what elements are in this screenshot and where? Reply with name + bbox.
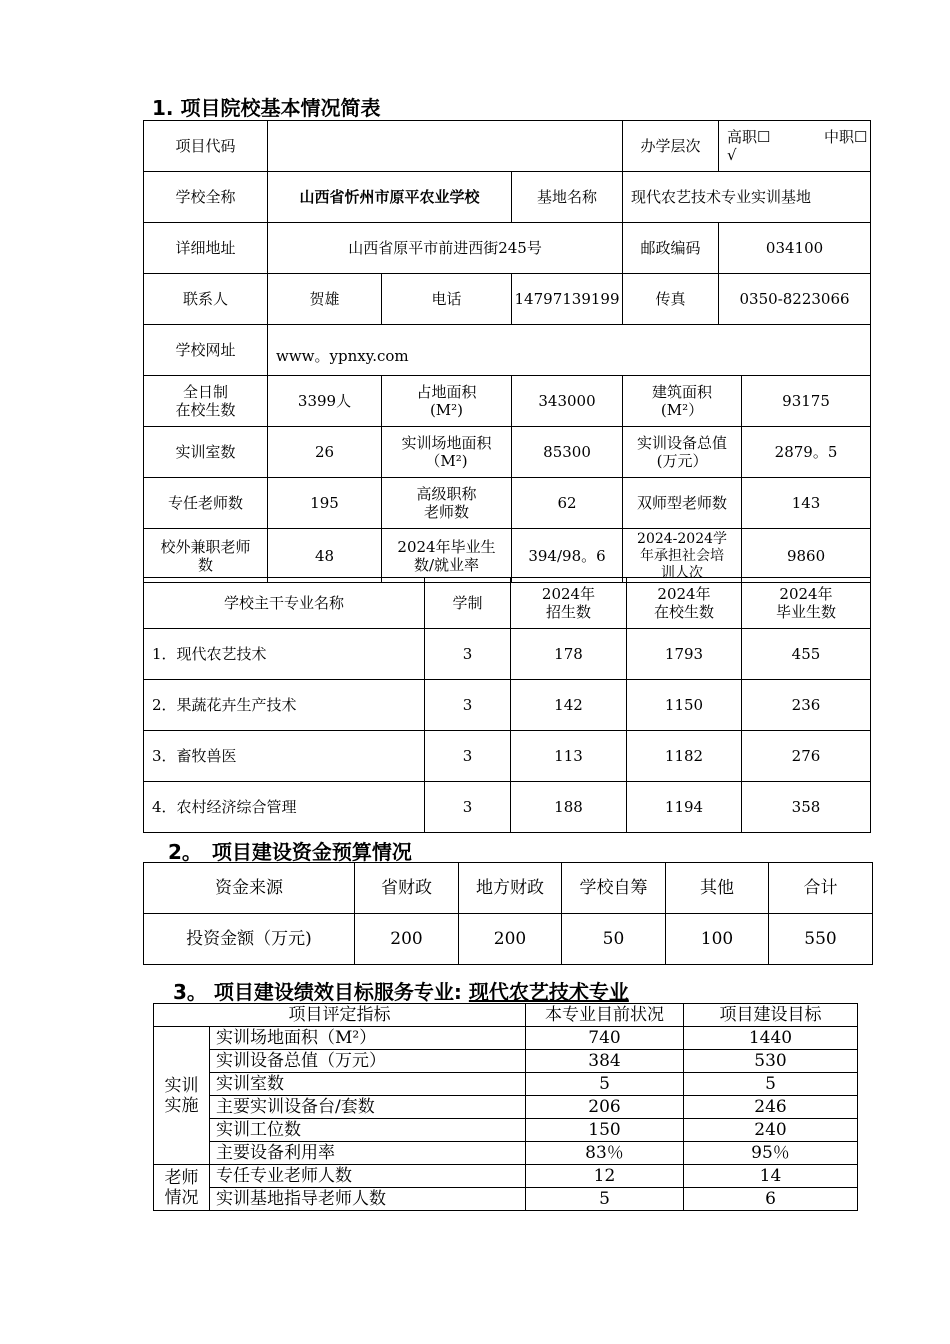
indicator-target: 14 bbox=[684, 1165, 858, 1188]
area-label: 占地面积 (M²) bbox=[382, 376, 512, 427]
indicator-target: 6 bbox=[684, 1188, 858, 1211]
area-value: 343000 bbox=[512, 376, 623, 427]
table-row bbox=[144, 529, 871, 583]
indicator-name: 主要设备利用率 bbox=[210, 1142, 526, 1165]
site-area-label: 实训场地面积 （M²) bbox=[382, 427, 512, 478]
budget-header: 资金来源 bbox=[144, 863, 355, 914]
indicator-target: 1440 bbox=[684, 1027, 858, 1050]
major-current: 1150 bbox=[627, 680, 742, 731]
section3-title-prefix: 3。 项目建设绩效目标服务专业: bbox=[173, 980, 462, 1004]
table-row bbox=[154, 1165, 858, 1188]
table-row bbox=[154, 1004, 858, 1027]
section2-title: 2。 项目建设资金预算情况 bbox=[168, 840, 412, 864]
dual-label: 双师型老师数 bbox=[623, 478, 742, 529]
table-row bbox=[144, 478, 871, 529]
budget-header: 地方财政 bbox=[459, 863, 562, 914]
budget-value: 100 bbox=[666, 914, 769, 965]
website-label: 学校网址 bbox=[144, 325, 268, 376]
budget-row-label: 投资金额（万元) bbox=[144, 914, 355, 965]
rooms-value: 26 bbox=[268, 427, 382, 478]
major-years: 3 bbox=[425, 782, 511, 833]
major-name-header: 学校主干专业名称 bbox=[144, 578, 425, 629]
base-name-value: 现代农艺技术专业实训基地 bbox=[623, 172, 871, 223]
school-basic-info-table bbox=[143, 120, 871, 583]
table-row bbox=[154, 1142, 858, 1165]
budget-value: 200 bbox=[355, 914, 459, 965]
senior-value: 62 bbox=[512, 478, 623, 529]
table-row bbox=[144, 863, 873, 914]
major-grads: 276 bbox=[742, 731, 871, 782]
project-code-value bbox=[268, 121, 623, 172]
table-row bbox=[144, 629, 871, 680]
grad-value: 394/98。6 bbox=[512, 529, 623, 583]
indicator-current: 12 bbox=[526, 1165, 684, 1188]
group-training-label: 实训实施 bbox=[154, 1027, 210, 1165]
major-name: 4．农村经济综合管理 bbox=[144, 782, 425, 833]
major-name: 3．畜牧兽医 bbox=[144, 731, 425, 782]
major-name: 1．现代农艺技术 bbox=[144, 629, 425, 680]
table-row bbox=[144, 427, 871, 478]
indicator-current: 206 bbox=[526, 1096, 684, 1119]
indicator-name: 实训室数 bbox=[210, 1073, 526, 1096]
equip-label: 实训设备总值 (万元） bbox=[623, 427, 742, 478]
contact-label: 联系人 bbox=[144, 274, 268, 325]
years-header: 学制 bbox=[425, 578, 511, 629]
grads-header: 2024年 毕业生数 bbox=[742, 578, 871, 629]
major-enroll: 188 bbox=[511, 782, 627, 833]
parttime-value: 48 bbox=[268, 529, 382, 583]
target-header: 项目建设目标 bbox=[684, 1004, 858, 1027]
major-years: 3 bbox=[425, 731, 511, 782]
indicator-current: 384 bbox=[526, 1050, 684, 1073]
table-row bbox=[154, 1119, 858, 1142]
project-code-label: 项目代码 bbox=[144, 121, 268, 172]
section1-title: 1. 项目院校基本情况简表 bbox=[152, 96, 381, 120]
indicator-target: 246 bbox=[684, 1096, 858, 1119]
budget-header: 省财政 bbox=[355, 863, 459, 914]
grad-label: 2024年毕业生 数/就业率 bbox=[382, 529, 512, 583]
table-row bbox=[144, 578, 871, 629]
performance-table bbox=[153, 1003, 858, 1211]
rooms-label: 实训室数 bbox=[144, 427, 268, 478]
indicator-target: 530 bbox=[684, 1050, 858, 1073]
phone-value: 14797139199 bbox=[512, 274, 623, 325]
major-current: 1182 bbox=[627, 731, 742, 782]
indicator-current: 5 bbox=[526, 1188, 684, 1211]
major-grads: 236 bbox=[742, 680, 871, 731]
indicator-target: 95％ bbox=[684, 1142, 858, 1165]
group-teachers-label: 老师情况 bbox=[154, 1165, 210, 1211]
table-row bbox=[144, 274, 871, 325]
table-row bbox=[144, 376, 871, 427]
indicator-current: 5 bbox=[526, 1073, 684, 1096]
indicator-name: 实训设备总值（万元） bbox=[210, 1050, 526, 1073]
major-name: 2．果蔬花卉生产技术 bbox=[144, 680, 425, 731]
section3-title bbox=[173, 976, 629, 1005]
enroll-header: 2024年 招生数 bbox=[511, 578, 627, 629]
table-row bbox=[144, 680, 871, 731]
major-current: 1194 bbox=[627, 782, 742, 833]
senior-label: 高级职称 老师数 bbox=[382, 478, 512, 529]
table-row bbox=[154, 1073, 858, 1096]
parttime-label: 校外兼职老师 数 bbox=[144, 529, 268, 583]
postcode-label: 邮政编码 bbox=[623, 223, 719, 274]
level-gaozhi: 高职☐ bbox=[727, 128, 771, 146]
table-row bbox=[154, 1096, 858, 1119]
budget-header: 学校自筹 bbox=[562, 863, 666, 914]
base-name-label: 基地名称 bbox=[512, 172, 623, 223]
table-row bbox=[144, 172, 871, 223]
school-name-value: 山西省忻州市原平农业学校 bbox=[268, 172, 512, 223]
build-area-label: 建筑面积 (M²） bbox=[623, 376, 742, 427]
budget-value: 200 bbox=[459, 914, 562, 965]
address-label: 详细地址 bbox=[144, 223, 268, 274]
table-row bbox=[144, 914, 873, 965]
indicator-current: 150 bbox=[526, 1119, 684, 1142]
indicator-name: 专任专业老师人数 bbox=[210, 1165, 526, 1188]
equip-value: 2879。5 bbox=[742, 427, 871, 478]
fax-value: 0350-8223066 bbox=[719, 274, 871, 325]
major-enroll: 113 bbox=[511, 731, 627, 782]
website-value: www。ypnxy.com bbox=[268, 325, 871, 376]
indicator-name: 实训工位数 bbox=[210, 1119, 526, 1142]
students-value: 3399人 bbox=[268, 376, 382, 427]
majors-table bbox=[143, 577, 871, 833]
address-value: 山西省原平市前进西街245号 bbox=[268, 223, 623, 274]
table-row bbox=[154, 1027, 858, 1050]
level-label: 办学层次 bbox=[623, 121, 719, 172]
level-zhongzhi: 中职☐ √ bbox=[727, 128, 868, 164]
build-area-value: 93175 bbox=[742, 376, 871, 427]
table-row bbox=[144, 223, 871, 274]
major-enroll: 178 bbox=[511, 629, 627, 680]
dual-value: 143 bbox=[742, 478, 871, 529]
table-row bbox=[154, 1188, 858, 1211]
phone-label: 电话 bbox=[382, 274, 512, 325]
level-value bbox=[719, 121, 871, 172]
major-enroll: 142 bbox=[511, 680, 627, 731]
indicator-current: 740 bbox=[526, 1027, 684, 1050]
table-row bbox=[154, 1050, 858, 1073]
training-value: 9860 bbox=[742, 529, 871, 583]
budget-header: 其他 bbox=[666, 863, 769, 914]
training-label: 2024-2024学 年承担社会培 训人次 bbox=[623, 529, 742, 583]
current-status-header: 本专业目前状况 bbox=[526, 1004, 684, 1027]
major-current: 1793 bbox=[627, 629, 742, 680]
major-years: 3 bbox=[425, 680, 511, 731]
indicator-target: 240 bbox=[684, 1119, 858, 1142]
indicator-current: 83％ bbox=[526, 1142, 684, 1165]
table-row bbox=[144, 121, 871, 172]
current-header: 2024年 在校生数 bbox=[627, 578, 742, 629]
table-row bbox=[144, 325, 871, 376]
budget-header: 合计 bbox=[769, 863, 873, 914]
section3-title-major: 现代农艺技术专业 bbox=[468, 980, 629, 1004]
budget-value: 550 bbox=[769, 914, 873, 965]
indicator-name: 主要实训设备台/套数 bbox=[210, 1096, 526, 1119]
major-grads: 358 bbox=[742, 782, 871, 833]
postcode-value: 034100 bbox=[719, 223, 871, 274]
indicator-name: 实训场地面积（M²） bbox=[210, 1027, 526, 1050]
students-label: 全日制 在校生数 bbox=[144, 376, 268, 427]
site-area-value: 85300 bbox=[512, 427, 623, 478]
teachers-label: 专任老师数 bbox=[144, 478, 268, 529]
school-name-label: 学校全称 bbox=[144, 172, 268, 223]
budget-table bbox=[143, 862, 873, 965]
fax-label: 传真 bbox=[623, 274, 719, 325]
major-grads: 455 bbox=[742, 629, 871, 680]
table-row bbox=[144, 782, 871, 833]
major-years: 3 bbox=[425, 629, 511, 680]
contact-value: 贺雄 bbox=[268, 274, 382, 325]
indicator-name: 实训基地指导老师人数 bbox=[210, 1188, 526, 1211]
teachers-value: 195 bbox=[268, 478, 382, 529]
budget-value: 50 bbox=[562, 914, 666, 965]
indicator-header: 项目评定指标 bbox=[154, 1004, 526, 1027]
indicator-target: 5 bbox=[684, 1073, 858, 1096]
table-row bbox=[144, 731, 871, 782]
